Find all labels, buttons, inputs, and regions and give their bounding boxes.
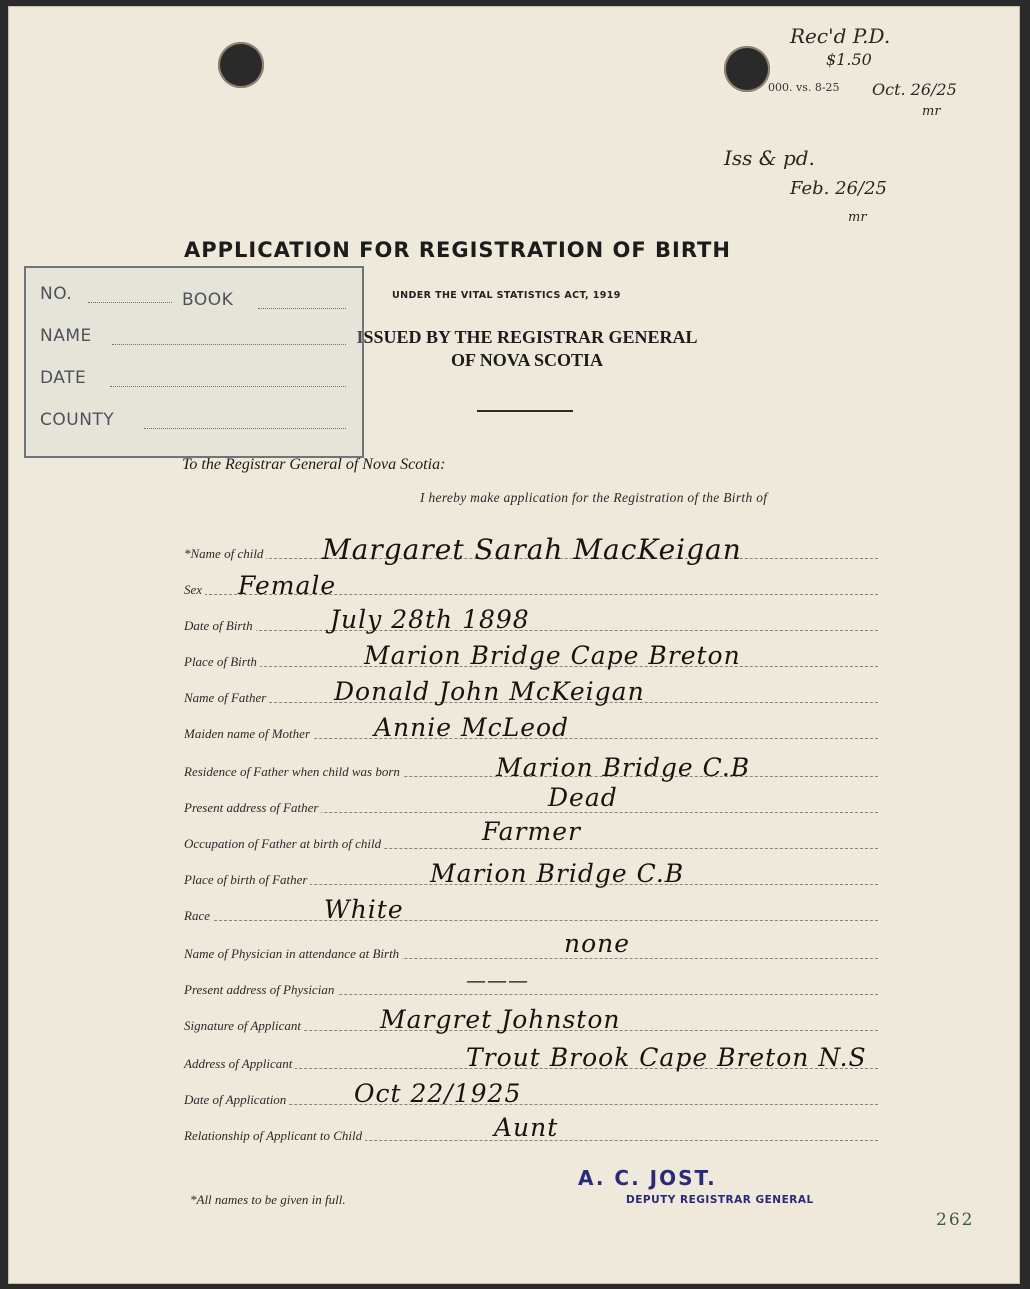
field-label-father-name: Name of Father bbox=[184, 690, 269, 706]
field-value-date-of-birth: July 28th 1898 bbox=[330, 605, 530, 634]
field-row-father-birthplace bbox=[184, 859, 878, 888]
registrar-stamp-name: A. C. JOST. bbox=[578, 1166, 717, 1190]
field-label-place-of-birth: Place of Birth bbox=[184, 654, 260, 670]
field-line bbox=[184, 630, 878, 631]
field-value-applicant-signature: Margret Johnston bbox=[380, 1005, 621, 1034]
issuer-line-1: ISSUED BY THE REGISTRAR GENERAL bbox=[356, 327, 698, 347]
field-row-applicant-address bbox=[184, 1043, 878, 1072]
field-label-father-occupation: Occupation of Father at birth of child bbox=[184, 836, 384, 852]
annotation-issued: Iss & pd. bbox=[724, 146, 815, 170]
field-label-child-name: *Name of child bbox=[184, 546, 266, 562]
field-value-father-birthplace: Marion Bridge C.B bbox=[430, 859, 685, 888]
field-row-applicant-relationship bbox=[184, 1113, 878, 1144]
field-row-applicant-signature bbox=[184, 1005, 878, 1034]
field-row-physician-name bbox=[184, 929, 878, 962]
field-row-mother-maiden-name bbox=[184, 713, 878, 742]
field-value-applicant-relationship: Aunt bbox=[494, 1113, 559, 1142]
field-label-physician-name: Name of Physician in attendance at Birth bbox=[184, 946, 402, 962]
annotation-received-date: Oct. 26/25 bbox=[872, 80, 957, 99]
field-value-application-date: Oct 22/1925 bbox=[354, 1079, 522, 1108]
stamp-no-label: NO. bbox=[40, 284, 73, 304]
stamp-name-label: NAME bbox=[40, 326, 92, 346]
field-label-sex: Sex bbox=[184, 582, 205, 598]
document-page bbox=[8, 6, 1020, 1284]
field-label-applicant-relationship: Relationship of Applicant to Child bbox=[184, 1128, 365, 1144]
header-rule bbox=[477, 410, 573, 412]
page-number: 262 bbox=[936, 1210, 975, 1230]
annotation-fee: $1.50 bbox=[826, 50, 872, 69]
field-row-father-name bbox=[184, 677, 878, 706]
punch-hole-left bbox=[218, 42, 264, 88]
field-row-place-of-birth bbox=[184, 641, 878, 670]
registrar-stamp-title: DEPUTY REGISTRAR GENERAL bbox=[626, 1194, 814, 1206]
field-label-father-birthplace: Place of birth of Father bbox=[184, 872, 310, 888]
form-subtitle: UNDER THE VITAL STATISTICS ACT, 1919 bbox=[392, 290, 621, 301]
annotation-initials-1: mr bbox=[922, 104, 941, 119]
field-value-child-name: Margaret Sarah MacKeigan bbox=[322, 533, 742, 566]
field-row-physician-address bbox=[184, 968, 878, 998]
field-value-father-name: Donald John McKeigan bbox=[334, 677, 645, 706]
issuer-block bbox=[307, 326, 747, 372]
field-label-applicant-signature: Signature of Applicant bbox=[184, 1018, 304, 1034]
footnote: *All names to be given in full. bbox=[190, 1192, 346, 1207]
field-label-date-of-birth: Date of Birth bbox=[184, 618, 256, 634]
field-value-physician-name: none bbox=[564, 929, 631, 958]
field-label-race: Race bbox=[184, 908, 213, 924]
punch-hole-right bbox=[724, 46, 770, 92]
stamp-county-label: COUNTY bbox=[40, 410, 115, 430]
stamp-name-line bbox=[112, 344, 346, 345]
field-value-father-occupation: Farmer bbox=[482, 817, 581, 846]
field-value-race: White bbox=[324, 895, 404, 924]
field-label-physician-address: Present address of Physician bbox=[184, 982, 337, 998]
field-value-father-residence: Marion Bridge C.B bbox=[496, 753, 751, 782]
stamp-date-line bbox=[110, 386, 346, 387]
field-value-sex: Female bbox=[238, 571, 337, 600]
field-row-father-occupation bbox=[184, 817, 878, 852]
field-value-applicant-address: Trout Brook Cape Breton N.S bbox=[466, 1043, 867, 1072]
field-row-race bbox=[184, 895, 878, 924]
form-code: 000. vs. 8-25 bbox=[768, 81, 840, 94]
stamp-book-label: BOOK bbox=[182, 290, 234, 310]
field-row-father-address bbox=[184, 783, 878, 816]
annotation-received: Rec'd P.D. bbox=[790, 24, 891, 48]
stamp-no-line bbox=[88, 302, 172, 303]
application-statement: I hereby make application for the Registration of the Birth of bbox=[420, 490, 768, 505]
salutation: To the Registrar General of Nova Scotia: bbox=[182, 456, 446, 473]
field-row-application-date bbox=[184, 1079, 878, 1108]
field-line bbox=[184, 920, 878, 921]
stamp-county-line bbox=[144, 428, 346, 429]
field-value-place-of-birth: Marion Bridge Cape Breton bbox=[364, 641, 741, 670]
field-label-father-residence: Residence of Father when child was born bbox=[184, 764, 403, 780]
annotation-initials-2: mr bbox=[848, 210, 867, 225]
form-title: APPLICATION FOR REGISTRATION OF BIRTH bbox=[184, 238, 731, 262]
field-row-date-of-birth bbox=[184, 605, 878, 634]
office-use-stamp bbox=[24, 266, 364, 458]
annotation-issued-date: Feb. 26/25 bbox=[790, 178, 887, 199]
field-value-physician-address: ——— bbox=[466, 968, 529, 992]
stamp-book-line bbox=[258, 308, 346, 309]
field-label-applicant-address: Address of Applicant bbox=[184, 1056, 295, 1072]
issuer-line-2: OF NOVA SCOTIA bbox=[450, 350, 604, 370]
field-row-child-name bbox=[184, 533, 878, 566]
field-row-sex bbox=[184, 571, 878, 600]
field-label-mother-maiden-name: Maiden name of Mother bbox=[184, 726, 313, 742]
field-row-father-residence bbox=[184, 753, 878, 782]
field-value-mother-maiden-name: Annie McLeod bbox=[374, 713, 570, 742]
field-label-father-address: Present address of Father bbox=[184, 800, 321, 816]
field-label-application-date: Date of Application bbox=[184, 1092, 289, 1108]
stamp-date-label: DATE bbox=[40, 368, 87, 388]
field-value-father-address: Dead bbox=[548, 783, 618, 812]
